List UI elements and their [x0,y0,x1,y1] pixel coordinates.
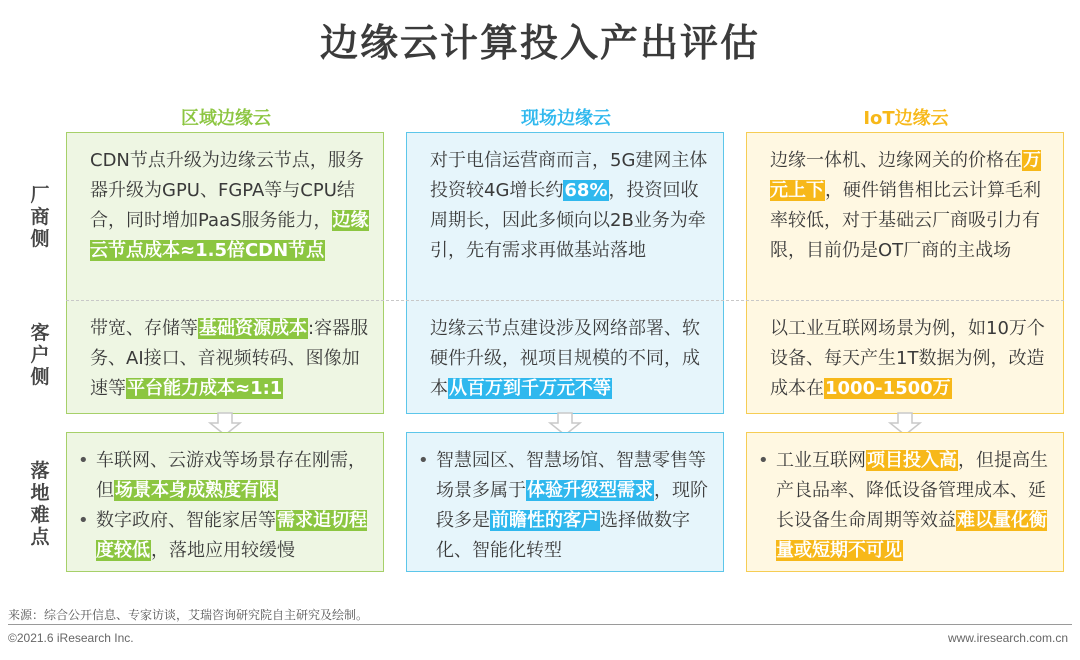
text-span: 车联网、云游戏等场景存在刚需，但 [96,450,366,501]
text-span: 边缘云节点建设涉及网络部署、软硬件升级，视项目规模的不同，成本 [430,318,700,399]
highlight-high-investment: 项目投入高 [867,450,957,471]
row-label-customer: 客户侧 [30,322,50,388]
list-item [756,446,1056,566]
text-span: 边缘一体机、边缘网关的价格在 [770,150,1022,171]
text-span: :容器服务、AI接口、音视频转码、图像加速等 [90,318,369,399]
list-item [76,506,376,566]
source-note: 来源：综合公开信息、专家访谈，艾瑞咨询研究院自主研究及绘制。 [8,608,369,622]
text-span: 工业互联网 [776,450,866,471]
iot-customer-text [770,314,1050,404]
iot-vendor-text [770,146,1050,266]
row-label-vendor: 厂商侧 [30,184,50,250]
text-span: CDN节点升级为边缘云节点，服务器升级为GPU、FGPA等与CPU结合，同时增加PaaS服务能力， [90,150,364,231]
highlight-urgency: 需求迫切程度较低 [96,510,367,561]
highlight-maturity: 场景本身成熟度有限 [115,480,277,501]
regional-vendor-text [90,146,370,266]
highlight-platform-cost: 平台能力成本≈1:1 [127,378,283,399]
column-header-regional: 区域边缘云 [181,108,271,129]
highlight-forward-customer: 前瞻性的客户 [491,510,599,531]
highlight-upgrade-demand: 体验升级型需求 [527,480,653,501]
text-span: ，现阶段多是 [436,480,708,531]
text-span: 智慧园区、智慧场馆、智慧零售等场景多属于 [436,450,706,501]
highlight-price: 万元上下 [770,150,1041,201]
list-item [416,446,716,566]
column-header-onsite: 现场边缘云 [521,108,611,129]
text-span: ，硬件销售相比云计算毛利率较低，对于基础云厂商吸引力有限，目前仍是OT厂商的主战场 [770,180,1041,261]
text-span: 数字政府、智能家居等 [96,510,276,531]
copyright: ©2021.6 iResearch Inc. [8,631,134,645]
onsite-customer-text [430,314,710,404]
text-span: ，落地应用较缓慢 [151,540,295,561]
highlight-cost: 边缘云节点成本≈1.5倍CDN节点 [90,210,369,261]
regional-customer-text [90,314,370,404]
text-span: 以工业互联网场景为例，如10万个设备、每天产生1T数据为例，改造成本在 [770,318,1045,399]
row-label-difficulty: 落地难点 [30,460,50,548]
website-link[interactable]: www.iresearch.com.cn [947,631,1068,645]
text-span: 对于电信运营商而言，5G建网主体投资较4G增长约 [430,150,708,201]
highlight-cost-range: 从百万到千万元不等 [449,378,611,399]
text-span: 选择做数字化、智能化转型 [436,510,690,561]
text-span: ，投资回收周期长，因此多倾向以2B业务为牵引，先有需求再做基站落地 [430,180,706,261]
column-header-iot: IoT边缘云 [863,108,949,129]
onsite-vendor-text [430,146,710,266]
highlight-68-percent: 68% [564,180,608,201]
text-span: ，但提高生产良品率、降低设备管理成本、延长设备生命周期等效益 [776,450,1048,531]
iot-difficulty-list [756,446,1056,566]
highlight-hard-to-quantify: 难以量化衡量或短期不可见 [776,510,1047,561]
highlight-basic-cost: 基础资源成本 [199,318,307,339]
page-title: 边缘云计算投入产出评估 [319,21,760,65]
row-divider [66,300,1064,301]
highlight-renovation-cost: 1000-1500万 [825,378,951,399]
text-span: 带宽、存储等 [90,318,198,339]
footer-divider [8,624,1072,625]
regional-difficulty-list [76,446,376,566]
onsite-difficulty-list [416,446,716,566]
list-item [76,446,376,506]
